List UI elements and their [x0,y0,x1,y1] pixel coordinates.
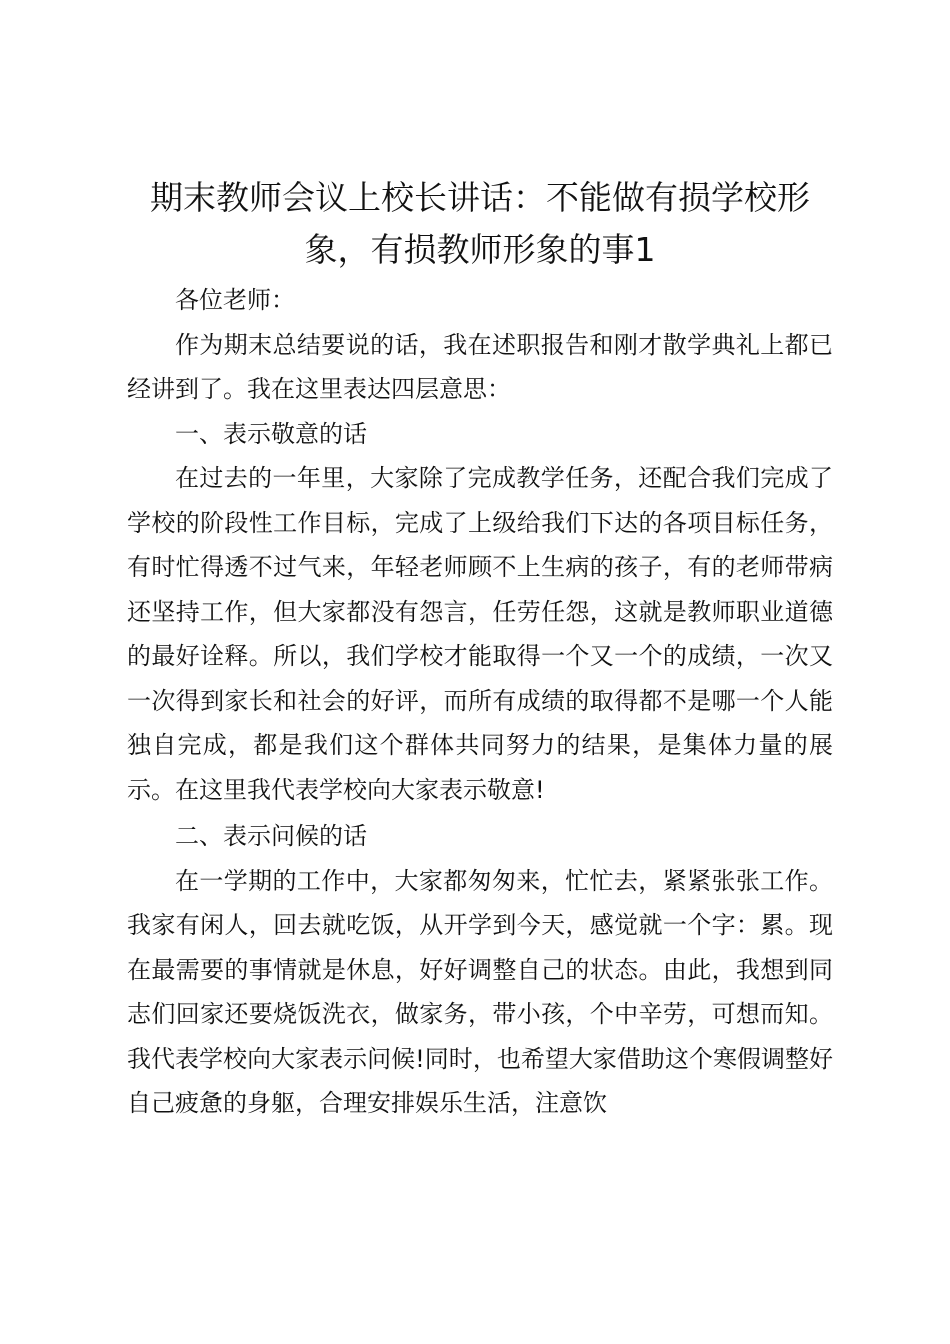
salutation-paragraph: 各位老师： [175,286,295,314]
document-body [127,278,833,1126]
document-title: 期末教师会议上校长讲话：不能做有损学校形象，有损教师形象的事1 [150,178,810,269]
respect-paragraph: 在过去的一年里，大家除了完成教学任务，还配合我们完成了学校的阶段性工作目标，完成了上级给我们下达的各项目标任务，有时忙得透不过气来，年轻老师顾不上生病的孩子，有的老师带病还坚持工作，但大家都没有怨言，任劳任怨，这就是教师职业道德的最好诠释。所以，我们学校才能取得一个又一个的成绩，一次又一次得到家长和社会的好评，而所有成绩的取得都不是哪一个人能独自完成，都是我们这个群体共同努力的结果，是集体力量的展示。在这里我代表学校向大家表示敬意! [127,464,833,804]
intro-paragraph: 作为期末总结要说的话，我在述职报告和刚才散学典礼上都已经讲到了。我在这里表达四层意思： [127,330,833,403]
greetings-paragraph: 在一学期的工作中，大家都匆匆来，忙忙去，紧紧张张工作。我家有闲人，回去就吃饭，从开学到今天，感觉就一个字：累。现在最需要的事情就是休息，好好调整自己的状态。由此，我想到同志们回家还要烧饭洗衣，做家务，带小孩，个中辛劳，可想而知。我代表学校向大家表示问候!同时，也希望大家借助这个寒假调整好自己疲惫的身躯，合理安排娱乐生活，注意饮 [127,866,833,1117]
section-heading-respect: 一、表示敬意的话 [175,419,367,448]
section-heading-greetings: 二、表示问候的话 [175,822,367,850]
